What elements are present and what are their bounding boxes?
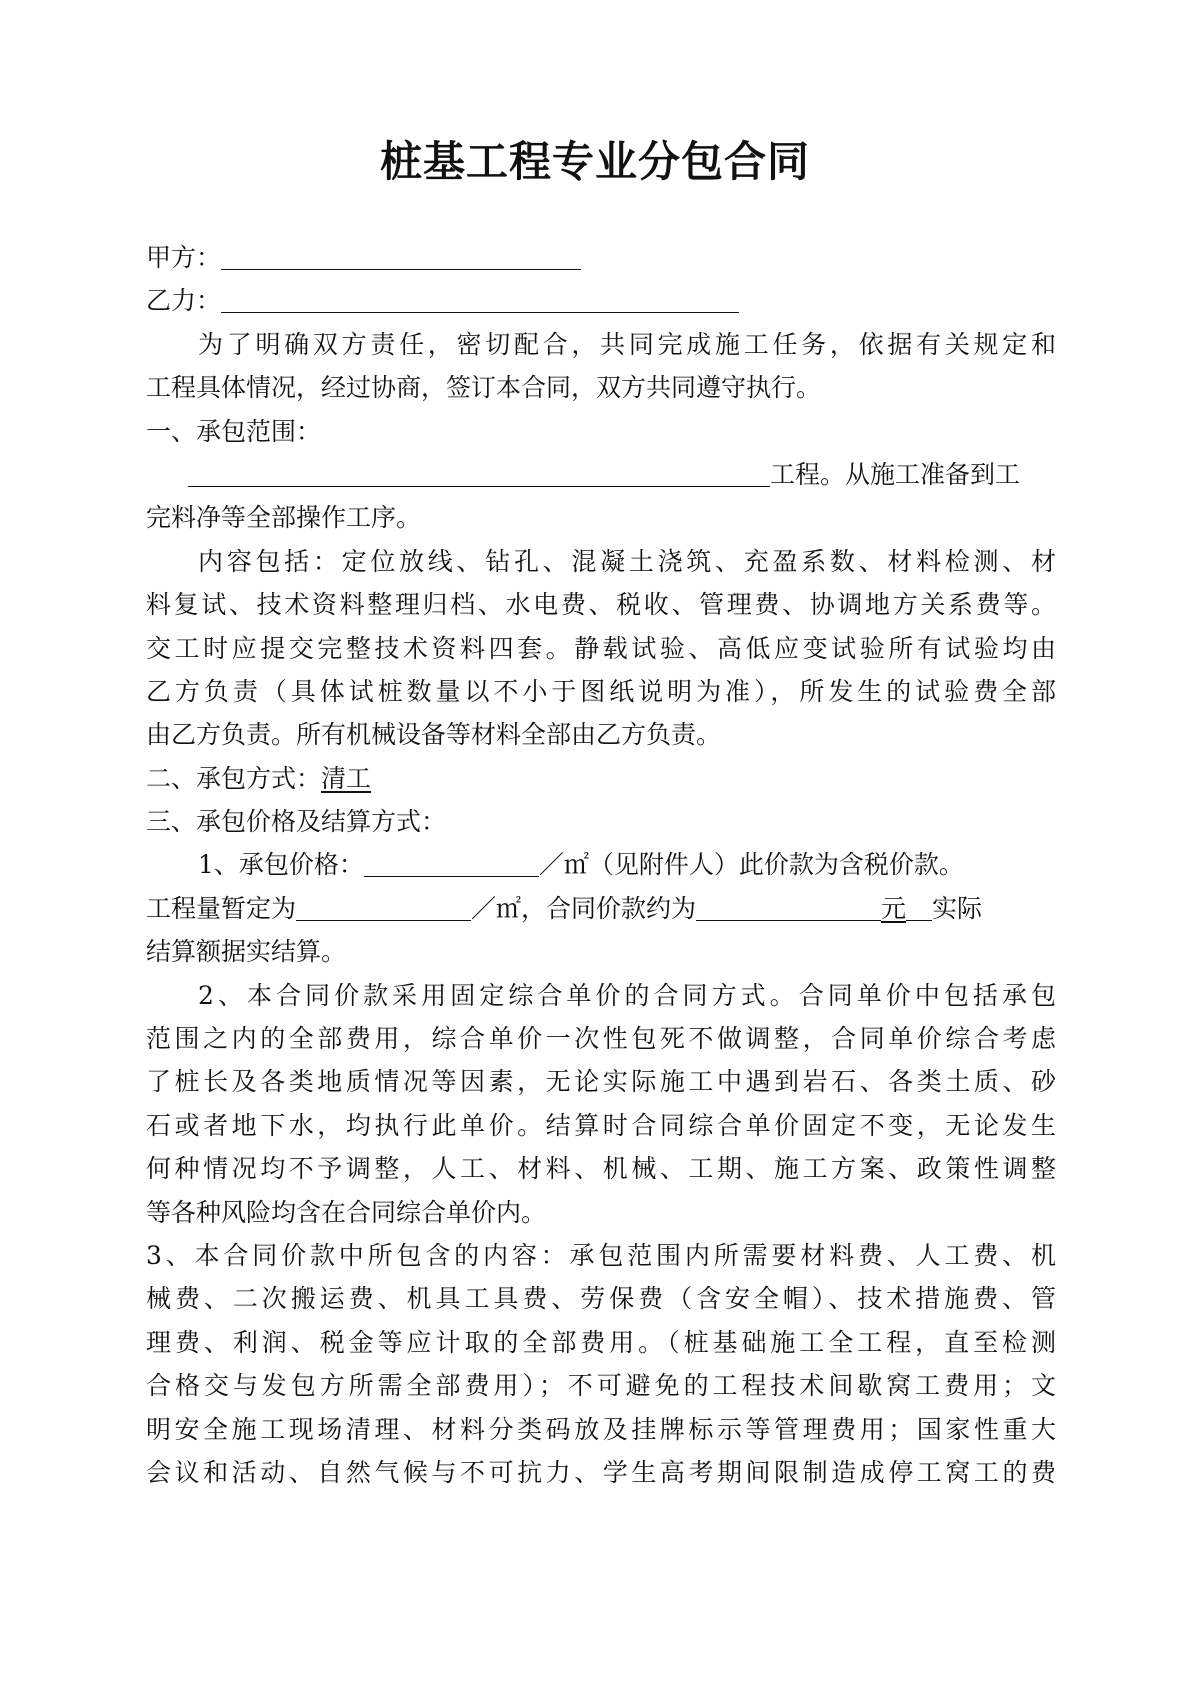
party-b-label: 乙力：	[146, 286, 222, 316]
item3-line-5: 明安全施工现场清理、材料分类码放及挂牌标示等管理费用；国家性重大	[146, 1414, 1056, 1444]
item2-line-3: 了桩长及各类地质情况等因素，无论实际施工中遇到岩石、各类土质、砂	[146, 1067, 1056, 1097]
section-2-line	[146, 757, 1056, 800]
party-a-line	[146, 236, 1056, 279]
item3-line-3: 理费、利润、税金等应计取的全部费用。（桩基础施工全工程，直至检测	[146, 1327, 1056, 1357]
scope-tail: 工程。从施工准备到工	[770, 459, 1021, 489]
content-line-5: 由乙方负责。所有机械设备等材料全部由乙方负责。	[146, 720, 722, 750]
item3-line-2: 械费、二次搬运费、机具工具费、劳保费（含安全帽）、技术措施费、管	[146, 1284, 1056, 1314]
content-line-2: 料复试、技术资料整理归档、水电费、税收、管理费、协调地方关系费等。	[146, 590, 1056, 620]
price-line-3: 结算额据实结算。	[146, 937, 347, 967]
yuan-trailing-blank	[906, 892, 932, 921]
quantity-label: 工程量暂定为	[146, 893, 297, 923]
party-a-blank[interactable]	[221, 241, 581, 270]
item3-line-4: 合格交与发包方所需全部费用）；不可避免的工程技术间歇窝工费用；文	[146, 1371, 1056, 1401]
yuan-unit: 元	[881, 893, 907, 923]
intro-line-1: 为了明确双方责任，密切配合，共同完成施工任务，依据有关规定和	[198, 329, 1056, 359]
contract-amount-label: ／㎡，合同价款约为	[471, 893, 697, 923]
content-line-4: 乙方负责（具体试桩数量以不小于图纸说明为准），所发生的试验费全部	[146, 676, 1056, 706]
content-line-1: 内容包括：定位放线、钻孔、混凝土浇筑、充盈系数、材料检测、材	[198, 546, 1056, 576]
price-label: 1、承包价格：	[198, 850, 364, 880]
contract-mode-value: 清工	[321, 763, 372, 793]
price-note: ／㎡（见附件人）此价款为含税价款。	[538, 850, 964, 880]
item2-line-1: 2、本合同价款采用固定综合单价的合同方式。合同单价中包括承包	[198, 980, 1056, 1010]
section-2-heading: 二、承包方式：	[146, 763, 322, 793]
page-title: 桩基工程专业分包合同	[379, 137, 810, 186]
scope-line	[146, 453, 1056, 496]
price-line-1	[146, 843, 1056, 886]
price-line-2	[146, 887, 1056, 930]
contract-amount-blank[interactable]	[696, 892, 881, 921]
scope-blank[interactable]	[188, 458, 770, 487]
item3-line-1: 3、本合同价款中所包含的内容：承包范围内所需要材料费、人工费、机	[146, 1240, 1056, 1270]
item2-line-4: 石或者地下水，均执行此单价。结算时合同综合单价固定不变，无论发生	[146, 1110, 1056, 1140]
scope-line-2: 完料净等全部操作工序。	[146, 503, 422, 533]
content-line-3: 交工时应提交完整技术资料四套。静载试验、高低应变试验所有试验均由	[146, 633, 1056, 663]
section-1-heading: 一、承包范围：	[146, 416, 322, 446]
item2-line-6: 等各种风险均含在合同综合单价内。	[146, 1197, 547, 1227]
item2-line-5: 何种情况均不予调整，人工、材料、机械、工期、施工方案、政策性调整	[146, 1154, 1056, 1184]
quantity-blank[interactable]	[296, 892, 471, 921]
section-3-heading: 三、承包价格及结算方式：	[146, 807, 447, 837]
contract-body	[146, 236, 1056, 1494]
party-a-label: 甲方：	[146, 243, 222, 272]
actual-label: 实际	[932, 893, 983, 923]
intro-line-2: 工程具体情况，经过协商，签订本合同，双方共同遵守执行。	[146, 373, 822, 403]
party-b-blank[interactable]	[221, 284, 739, 313]
unit-price-blank[interactable]	[364, 848, 539, 877]
party-b-line	[146, 279, 1056, 322]
item2-line-2: 范围之内的全部费用，综合单价一次性包死不做调整，合同单价综合考虑	[146, 1024, 1056, 1054]
item3-line-6: 会议和活动、自然气候与不可抗力、学生高考期间限制造成停工窝工的费	[146, 1457, 1056, 1487]
